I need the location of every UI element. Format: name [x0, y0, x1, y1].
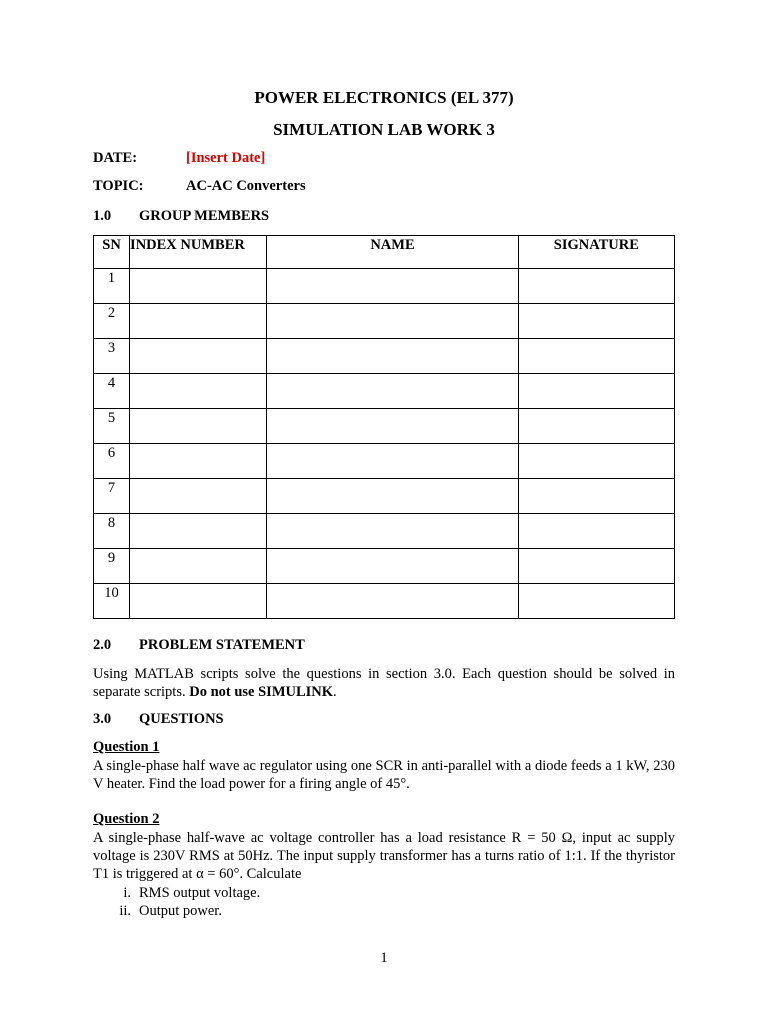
section-problem-statement-heading: [93, 637, 305, 654]
section-title: PROBLEM STATEMENT: [139, 637, 305, 653]
cell-index-number[interactable]: [130, 374, 267, 409]
cell-name[interactable]: [267, 549, 518, 584]
topic-value: AC-AC Converters: [186, 178, 306, 194]
table-body: [94, 269, 675, 619]
table-row: [94, 549, 675, 584]
question-1-title: Question 1: [93, 739, 160, 755]
cell-sn: 9: [94, 549, 130, 584]
question-2-list: [93, 884, 393, 920]
table-row: [94, 339, 675, 374]
cell-name[interactable]: [267, 339, 518, 374]
cell-sn: 3: [94, 339, 130, 374]
question-1-text: A single-phase half wave ac regulator using one SCR in anti-parallel with a diode feeds a 1 kW, 230 V heater. Find the load power for a firing angle of 45°.: [93, 758, 675, 792]
cell-index-number[interactable]: [130, 269, 267, 304]
group-members-table: [93, 235, 675, 619]
cell-index-number[interactable]: [130, 514, 267, 549]
cell-sn: 1: [94, 269, 130, 304]
date-value: [Insert Date]: [186, 150, 266, 166]
cell-signature[interactable]: [518, 269, 674, 304]
list-marker: ii.: [119, 903, 131, 919]
cell-name[interactable]: [267, 269, 518, 304]
problem-text: Using MATLAB scripts solve the questions in section 3.0. Each question should be solved in separate scripts.: [93, 666, 675, 700]
cell-name[interactable]: [267, 374, 518, 409]
section-number: 3.0: [93, 711, 112, 727]
cell-name[interactable]: [267, 304, 518, 339]
section-title: QUESTIONS: [139, 711, 224, 727]
table-row: [94, 444, 675, 479]
list-item: [93, 884, 393, 902]
cell-index-number[interactable]: [130, 409, 267, 444]
cell-signature[interactable]: [518, 444, 674, 479]
cell-index-number[interactable]: [130, 549, 267, 584]
cell-name[interactable]: [267, 479, 518, 514]
list-text: Output power.: [139, 903, 222, 919]
table-header-row: [94, 236, 675, 269]
document-title: POWER ELECTRONICS (EL 377): [254, 88, 514, 107]
section-title: GROUP MEMBERS: [139, 208, 270, 224]
date-label: DATE:: [93, 150, 138, 166]
header-signature: SIGNATURE: [518, 236, 674, 269]
section-number: 2.0: [93, 637, 112, 653]
cell-signature[interactable]: [518, 374, 674, 409]
cell-signature[interactable]: [518, 514, 674, 549]
list-text: RMS output voltage.: [139, 885, 261, 901]
cell-sn: 7: [94, 479, 130, 514]
section-questions-heading: [93, 711, 224, 728]
table-row: [94, 584, 675, 619]
cell-name[interactable]: [267, 409, 518, 444]
cell-index-number[interactable]: [130, 444, 267, 479]
cell-index-number[interactable]: [130, 584, 267, 619]
cell-sn: 2: [94, 304, 130, 339]
cell-signature[interactable]: [518, 549, 674, 584]
section-number: 1.0: [93, 208, 112, 224]
table-row: [94, 409, 675, 444]
list-item: [93, 902, 393, 920]
cell-sn: 10: [94, 584, 130, 619]
header-index-number: INDEX NUMBER: [130, 236, 267, 269]
header-sn: SN: [94, 236, 130, 269]
table-row: [94, 479, 675, 514]
problem-bold-text: Do not use SIMULINK: [189, 684, 334, 700]
cell-signature[interactable]: [518, 584, 674, 619]
topic-row: [93, 178, 306, 195]
cell-signature[interactable]: [518, 339, 674, 374]
cell-signature[interactable]: [518, 409, 674, 444]
problem-tail: .: [333, 684, 337, 700]
question-2-title: Question 2: [93, 811, 160, 827]
cell-sn: 8: [94, 514, 130, 549]
cell-sn: 6: [94, 444, 130, 479]
cell-signature[interactable]: [518, 479, 674, 514]
page-number: 1: [380, 950, 388, 966]
document-subtitle: SIMULATION LAB WORK 3: [273, 120, 495, 139]
cell-index-number[interactable]: [130, 339, 267, 374]
section-group-members-heading: [93, 208, 269, 225]
list-marker: i.: [123, 885, 131, 901]
table-row: [94, 514, 675, 549]
question-2-text: A single-phase half-wave ac voltage controller has a load resistance R = 50 Ω, input ac supply voltage is 230V RMS at 50Hz. The input supply transformer has a turns ratio of 1:1. If the thyristor T1 is triggered at α = 60°. Calculate: [93, 830, 675, 882]
cell-index-number[interactable]: [130, 304, 267, 339]
cell-index-number[interactable]: [130, 479, 267, 514]
table-row: [94, 304, 675, 339]
cell-signature[interactable]: [518, 304, 674, 339]
problem-statement-text: [93, 665, 675, 701]
date-row: [93, 150, 265, 167]
cell-name[interactable]: [267, 584, 518, 619]
cell-name[interactable]: [267, 444, 518, 479]
header-name: NAME: [267, 236, 518, 269]
cell-sn: 5: [94, 409, 130, 444]
topic-label: TOPIC:: [93, 178, 144, 194]
table-row: [94, 269, 675, 304]
cell-name[interactable]: [267, 514, 518, 549]
table-row: [94, 374, 675, 409]
cell-sn: 4: [94, 374, 130, 409]
